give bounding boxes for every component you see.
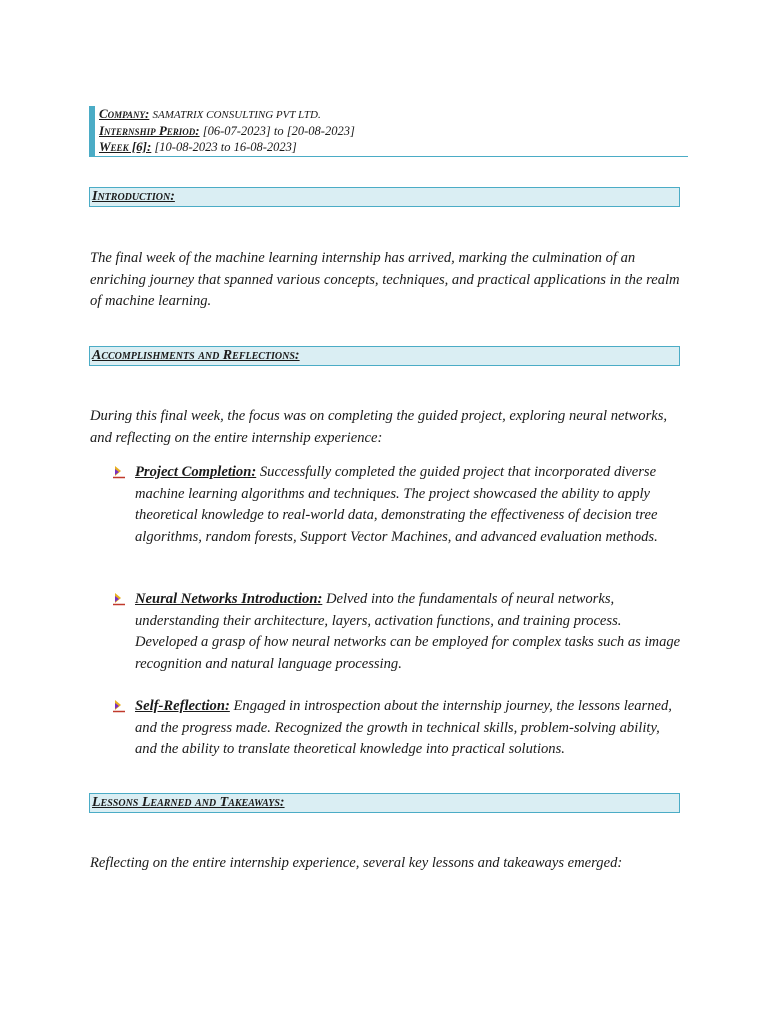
- week-value: [10-08-2023 to 16-08-2023]: [154, 140, 297, 154]
- period-value: [06-07-2023] to [20-08-2023]: [202, 124, 355, 138]
- bullet-body: Delved into the fundamentals of neural networks, understanding their architecture, layers, activation functions, and training process. Developed a grasp of how neural networks can be employed for complex tasks such as image recognition and natural language processing.: [135, 591, 681, 673]
- week-label: Week [6]:: [99, 139, 152, 154]
- company-row: [99, 106, 688, 123]
- company-value: SAMATRIX CONSULTING PVT LTD.: [152, 109, 321, 121]
- arrow-bullet-icon: [113, 465, 125, 479]
- bullet-label: Self-Reflection:: [135, 698, 230, 714]
- list-item: [113, 696, 683, 761]
- arrow-bullet-icon: [113, 699, 125, 713]
- week-row: [99, 139, 688, 155]
- company-label: Company:: [99, 106, 150, 121]
- list-item: [113, 589, 683, 676]
- bullet-text: [135, 462, 683, 549]
- bullet-text: [135, 696, 683, 761]
- bullet-label: Project Completion:: [135, 464, 257, 480]
- period-label: Internship Period:: [99, 123, 200, 138]
- bullet-body: Engaged in introspection about the internship journey, the lessons learned, and the progress made. Recognized the growth in technical skills, problem-solving ability, and the ability to translate theoretical knowledge into practical solutions.: [135, 698, 672, 758]
- arrow-bullet-icon: [113, 592, 125, 606]
- list-item: [113, 462, 683, 549]
- lessons-paragraph: Reflecting on the entire internship experience, several key lessons and takeaways emerged:: [90, 855, 623, 871]
- section-title-introduction: Introduction:: [89, 187, 680, 207]
- accomplishments-paragraph: During this final week, the focus was on completing the guided project, exploring neural networks, and reflecting on the entire internship experience:: [90, 408, 668, 446]
- bullet-label: Neural Networks Introduction:: [135, 591, 323, 607]
- period-row: [99, 123, 688, 139]
- section-title-accomplishments: Accomplishments and Reflections:: [89, 346, 680, 366]
- bullet-body: Successfully completed the guided project that incorporated diverse machine learning algorithms and techniques. The project showcased the ability to apply theoretical knowledge to real-world data, demonstrating the effectiveness of decision tree algorithms, random forests, Support Vector Machines, and advanced evaluation methods.: [135, 464, 658, 546]
- section-title-lessons: Lessons Learned and Takeaways:: [89, 793, 680, 813]
- intro-paragraph: The final week of the machine learning internship has arrived, marking the culmination of an enriching journey that spanned various concepts, techniques, and practical applications in the realm of machine learning.: [90, 250, 680, 310]
- report-header: [89, 106, 688, 157]
- bullet-text: [135, 589, 683, 676]
